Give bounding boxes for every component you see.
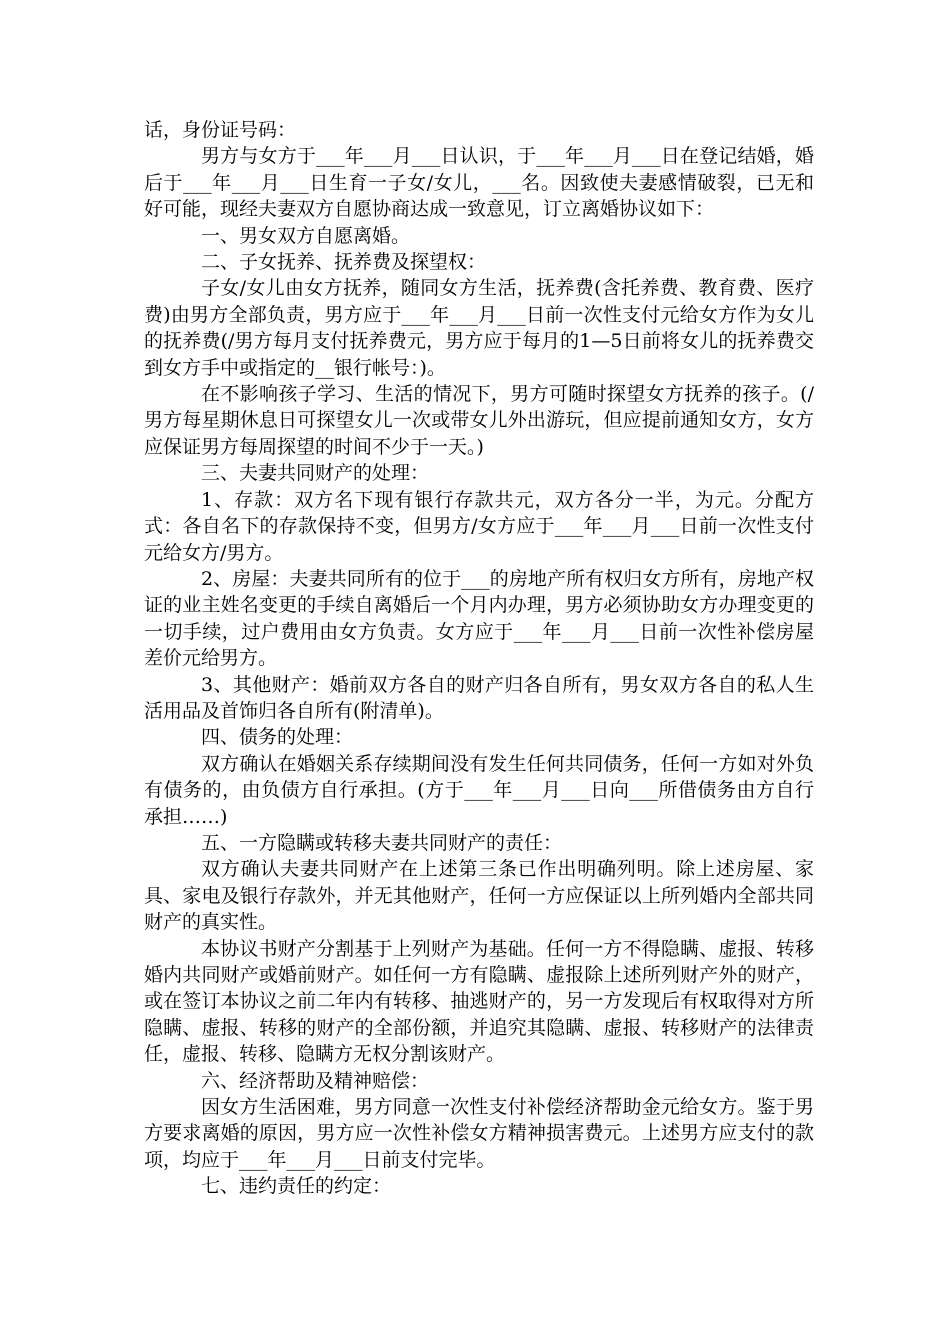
paragraph-compensation: 因女方生活困难，男方同意一次性支付补偿经济帮助金元给女方。鉴于男方要求离婚的原因，男方应一次性补偿女方精神损害费元。上述男方应支付的款项，均应于___年___月___日前支付完毕。	[144, 1096, 814, 1171]
heading-clause-5: 五、一方隐瞒或转移夫妻共同财产的责任：	[201, 831, 563, 854]
heading-clause-1: 一、男女双方自愿离婚。	[201, 224, 411, 247]
heading-clause-7: 七、违约责任的约定：	[201, 1175, 392, 1198]
paragraph-other-property: 3、其他财产：婚前双方各自的财产归各自所有，男女双方各自的私人生活用品及首饰归各自所有(附清单)。	[144, 673, 814, 722]
heading-clause-2: 二、子女抚养、抚养费及探望权：	[201, 251, 487, 274]
paragraph-visitation: 在不影响孩子学习、生活的情况下，男方可随时探望女方抚养的孩子。(/男方每星期休息日可探望女儿一次或带女儿外出游玩，但应提前通知女方，女方应保证男方每周探望的时间不少于一天。)	[144, 383, 814, 458]
heading-clause-6: 六、经济帮助及精神赔偿：	[201, 1069, 430, 1092]
paragraph-marriage-facts: 男方与女方于___年___月___日认识，于___年___月___日在登记结婚，婚后于___年___月___日生育一子女/女儿，___名。因致使夫妻感情破裂，已无和好可能，现经夫妻双方自愿协商达成一致意见，订立离婚协议如下：	[144, 145, 814, 221]
paragraph-child-support: 子女/女儿由女方抚养，随同女方生活，抚养费(含托养费、教育费、医疗费)由男方全部负责，男方应于___年___月___日前一次性支付元给女方作为女儿的抚养费(/男方每月支付抚养费元，男方应于每月的1—5日前将女儿的抚养费交到女方手中或指定的__银行帐号：)。	[144, 277, 814, 379]
paragraph-id-number: 话，身份证号码：	[144, 119, 297, 141]
heading-clause-4: 四、债务的处理：	[201, 726, 354, 749]
heading-clause-3: 三、夫妻共同财产的处理：	[201, 462, 430, 485]
paragraph-concealment-liability: 本协议书财产分割基于上列财产为基础。任何一方不得隐瞒、虚报、转移婚内共同财产或婚前财产。如任何一方有隐瞒、虚报除上述所列财产外的财产，或在签订本协议之前二年内有转移、抽逃财产的，另一方发现后有权取得对方所隐瞒、虚报、转移的财产的全部份额，并追究其隐瞒、虚报、转移财产的法律责任，虚报、转移、隐瞒方无权分割该财产。	[144, 937, 814, 1066]
paragraph-debts: 双方确认在婚姻关系存续期间没有发生任何共同债务，任何一方如对外负有债务的，由负债方自行承担。(方于___年___月___日向___所借债务由方自行承担……)	[144, 752, 814, 828]
paragraph-deposits: 1、存款：双方名下现有银行存款共元，双方各分一半，为元。分配方式：各自名下的存款保持不变，但男方/女方应于___年___月___日前一次性支付元给女方/男方。	[144, 488, 814, 564]
paragraph-housing: 2、房屋：夫妻共同所有的位于___的房地产所有权归女方所有，房地产权证的业主姓名变更的手续自离婚后一个月内办理，男方必须协助女方办理变更的一切手续，过户费用由女方负责。女方应于___年___月___日前一次性补偿房屋差价元给男方。	[144, 567, 814, 670]
document-body	[144, 117, 814, 1200]
paragraph-property-confirmation: 双方确认夫妻共同财产在上述第三条已作出明确列明。除上述房屋、家具、家电及银行存款外，并无其他财产，任何一方应保证以上所列婚内全部共同财产的真实性。	[144, 858, 814, 934]
